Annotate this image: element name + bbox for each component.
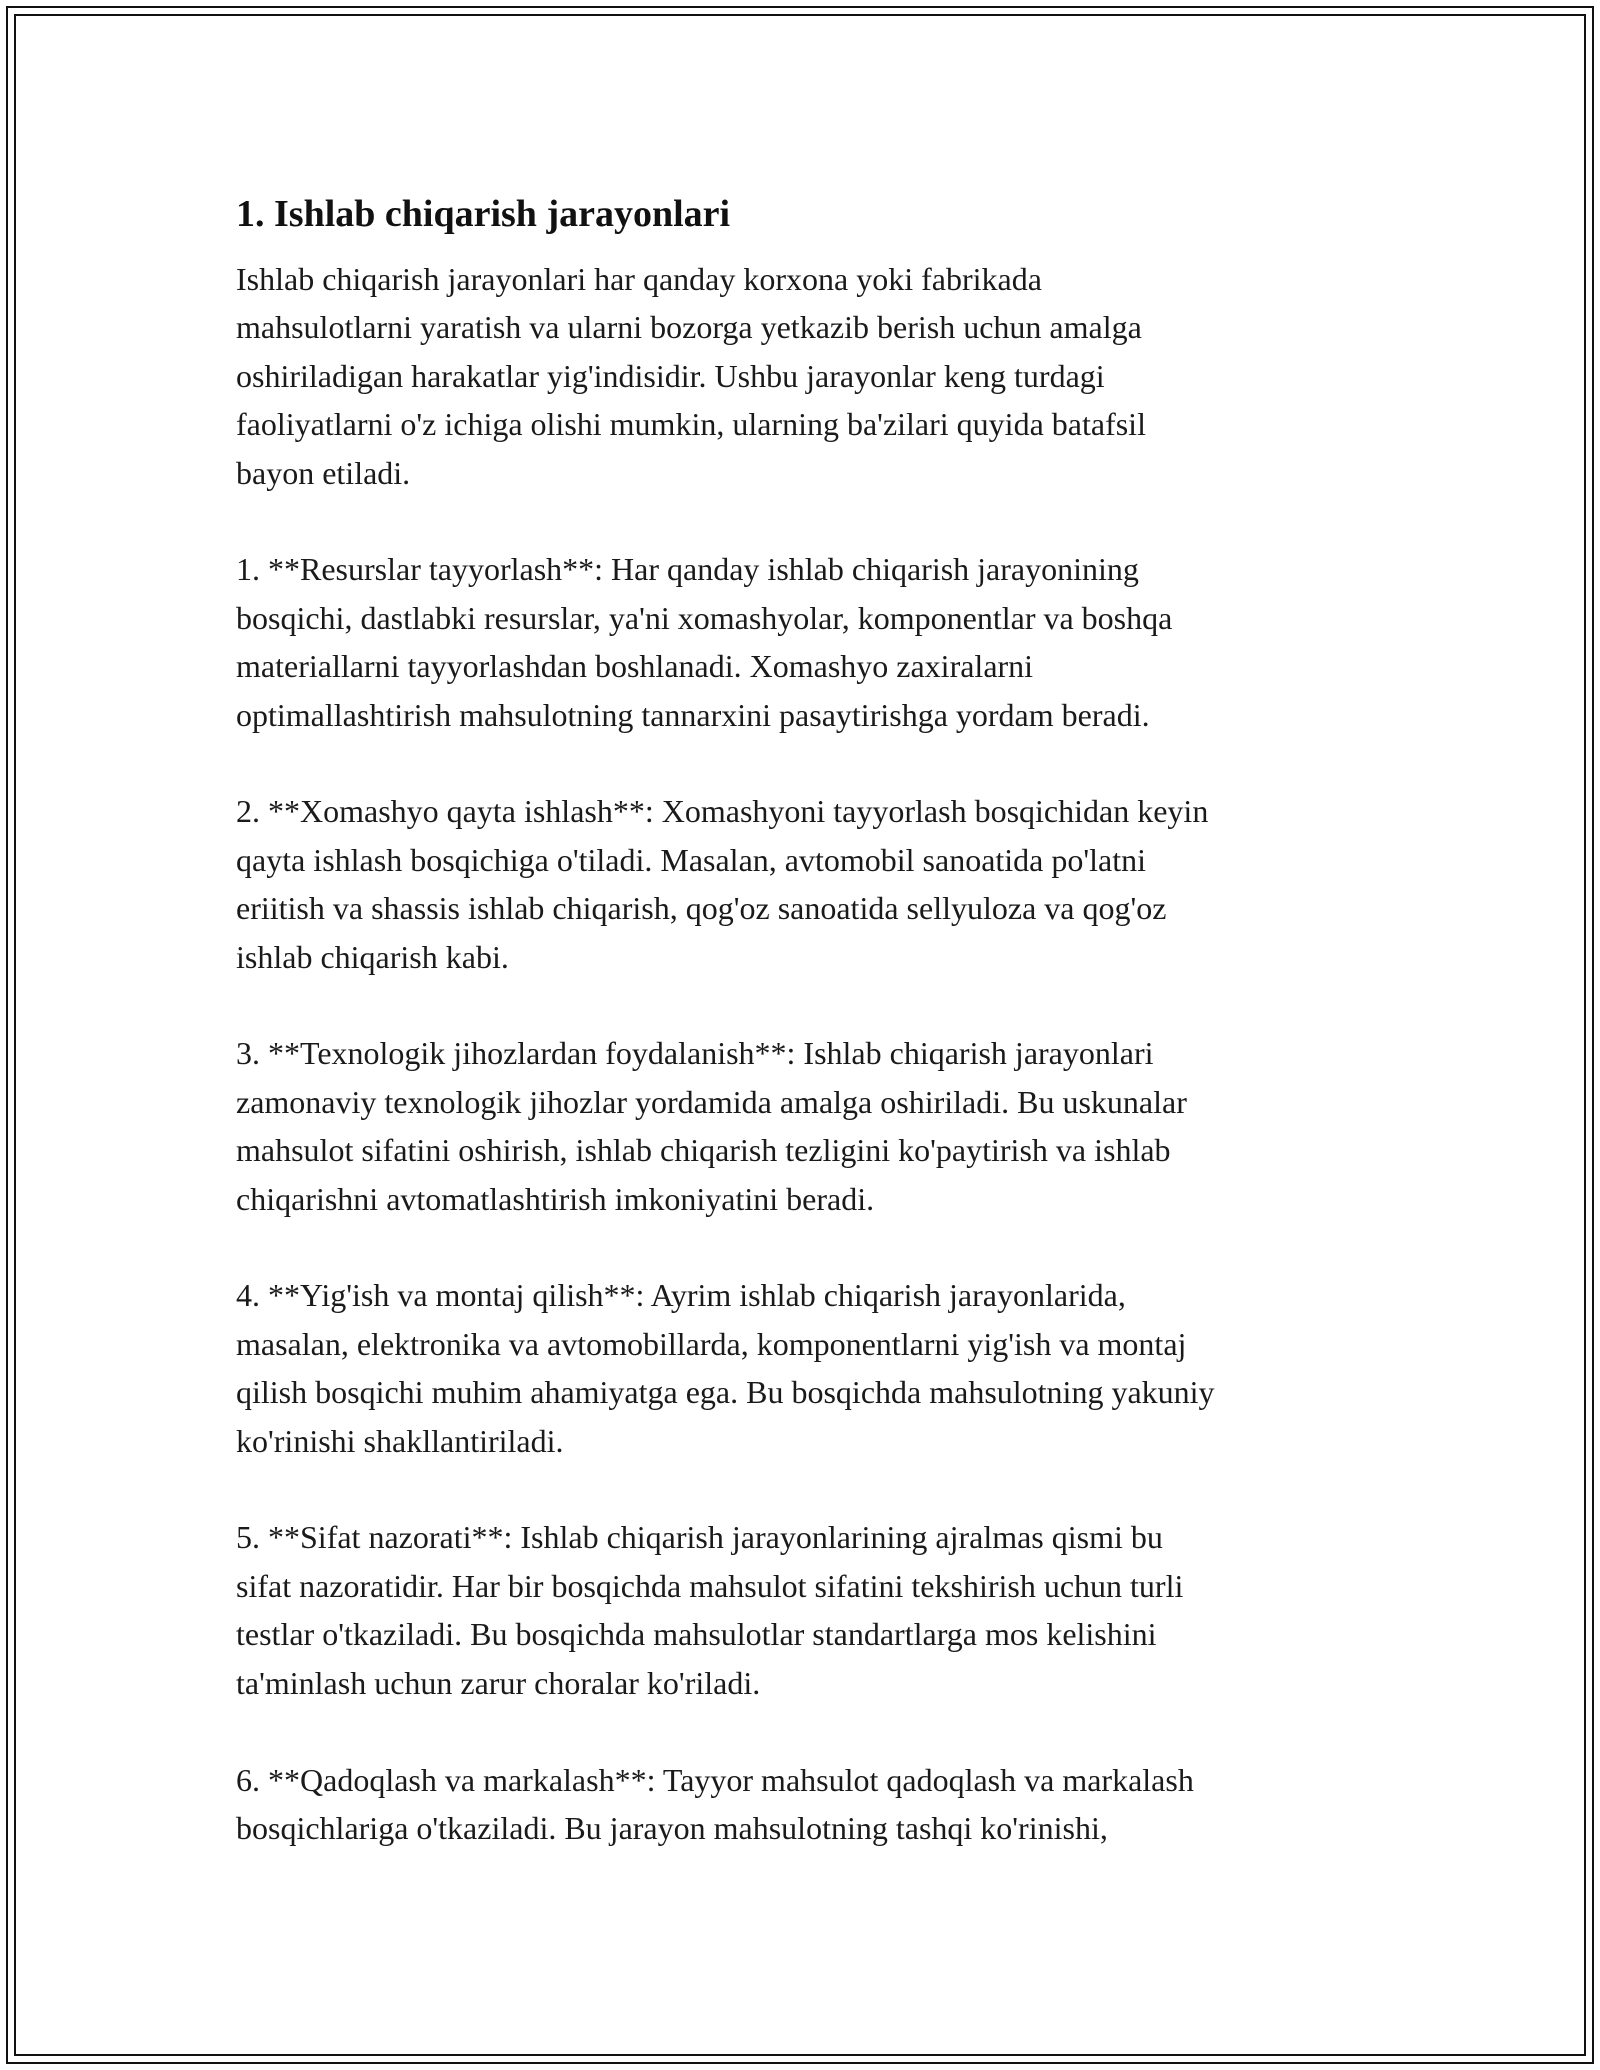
section-heading: 1. Ishlab chiqarish jarayonlari: [236, 193, 731, 235]
list-item-packaging-labeling: 6. **Qadoqlash va markalash**: Tayyor mahsulot qadoqlash va markalash bosqichlariga o'tkaziladi. Bu jarayon mahsulotning tashqi ko'rinishi,: [236, 1761, 1194, 1846]
list-item-technology-equipment: 3. **Texnologik jihozlardan foydalanish**: Ishlab chiqarish jarayonlari zamonaviy texnologik jihozlar yordamida amalga oshiriladi. Bu uskunalar mahsulot sifatini oshirish, ishlab chiqarish tezligini ko'paytirish va ishlab chiqarishni avtomatlashtirish imkoniyatini beradi.: [236, 1035, 1187, 1217]
list-item-quality-control: 5. **Sifat nazorati**: Ishlab chiqarish jarayonlarining ajralmas qismi bu sifat nazoratidir. Har bir bosqichda mahsulot sifatini tekshirish uchun turli testlar o'tkaziladi. Bu bosqichda mahsulotlar standartlarga mos kelishini ta'minlash uchun zarur choralar ko'riladi.: [236, 1519, 1184, 1701]
document-body: [236, 185, 1356, 1901]
list-item-assembly: 4. **Yig'ish va montaj qilish**: Ayrim ishlab chiqarish jarayonlarida, masalan, elektronika va avtomobillarda, komponentlarni yig'ish va montaj qilish bosqichi muhim ahamiyatga ega. Bu bosqichda mahsulotning yakuniy ko'rinishi shakllantiriladi.: [236, 1277, 1215, 1459]
list-item-resource-preparation: 1. **Resurslar tayyorlash**: Har qanday ishlab chiqarish jarayonining bosqichi, dastlabki resurslar, ya'ni xomashyolar, komponentlar va boshqa materiallarni tayyorlashdan boshlanadi. Xomashyo zaxiralarni optimallashtirish mahsulotning tannarxini pasaytirishga yordam beradi.: [236, 551, 1173, 733]
list-item-raw-material-processing: 2. **Xomashyo qayta ishlash**: Xomashyoni tayyorlash bosqichidan keyin qayta ishlash bosqichiga o'tiladi. Masalan, avtomobil sanoatida po'latni eriitish va shassis ishlab chiqarish, qog'oz sanoatida sellyuloza va qog'oz ishlab chiqarish kabi.: [236, 793, 1209, 975]
intro-paragraph: Ishlab chiqarish jarayonlari har qanday korxona yoki fabrikada mahsulotlarni yaratish va ularni bozorga yetkazib berish uchun amalga oshiriladigan harakatlar yig'indisidir. Ushbu jarayonlar keng turdagi faoliyatlarni o'z ichiga olishi mumkin, ularning ba'zilari quyida batafsil bayon etiladi.: [236, 261, 1146, 491]
